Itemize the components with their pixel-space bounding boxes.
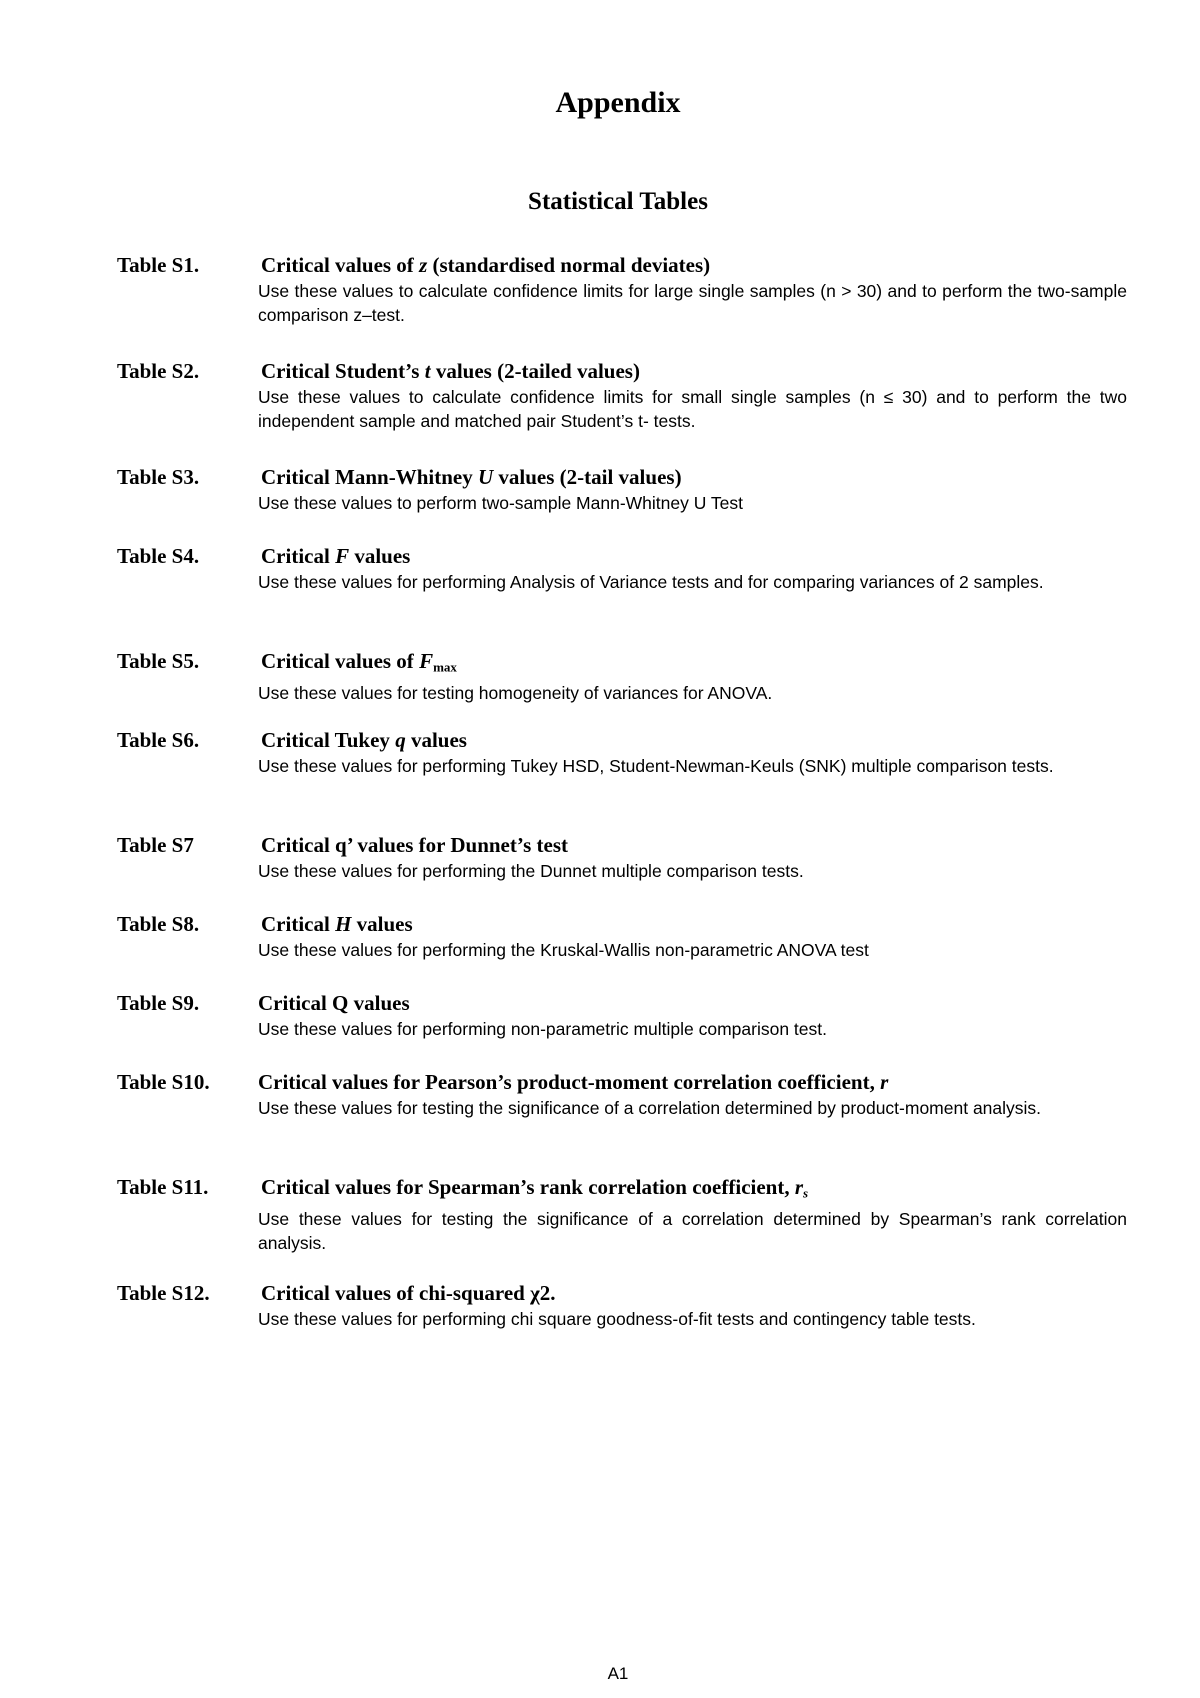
table-description: Use these values for performing non-parametric multiple comparison test. bbox=[258, 1019, 827, 1039]
table-description: Use these values to calculate confidence limits for small single samples (n ≤ 30) and to perform the two independent sample and matched pair Student’s t- tests. bbox=[258, 387, 1127, 431]
table-entry-body bbox=[258, 1280, 1127, 1331]
table-entry-body bbox=[258, 252, 1127, 327]
table-entry-body bbox=[258, 543, 1127, 594]
table-label: Table S9. bbox=[117, 991, 200, 1015]
table-heading bbox=[258, 358, 1127, 384]
table-description: Use these values to calculate confidence limits for large single samples (n > 30) and to perform the two-sample comparison z–test. bbox=[258, 281, 1127, 325]
table-heading bbox=[258, 1069, 1127, 1095]
table-description: Use these values for testing the significance of a correlation determined by Spearman’s rank correlation analysis. bbox=[258, 1209, 1127, 1254]
heading-text: Critical Q values bbox=[258, 991, 410, 1015]
table-label: Table S4. bbox=[117, 544, 200, 568]
table-description: Use these values for performing the Kruskal-Wallis non-parametric ANOVA test bbox=[258, 940, 869, 960]
page-number: A1 bbox=[607, 1664, 629, 1683]
heading-text: Critical bbox=[261, 912, 336, 936]
table-heading bbox=[258, 990, 1127, 1016]
table-heading bbox=[258, 832, 1127, 858]
table-label: Table S1. bbox=[117, 253, 200, 277]
heading-symbol: F bbox=[419, 649, 434, 673]
heading-text: Critical values for Spearman’s rank correlation coefficient, bbox=[261, 1175, 795, 1199]
heading-symbol: U bbox=[477, 465, 494, 489]
heading-text: Critical bbox=[261, 544, 336, 568]
table-label: Table S10. bbox=[117, 1070, 210, 1094]
heading-subscript: s bbox=[803, 1185, 809, 1201]
table-description: Use these values for performing Tukey HSD, Student-Newman-Keuls (SNK) multiple comparison tests. bbox=[258, 756, 1054, 776]
heading-text: Critical values of chi-squared χ2. bbox=[261, 1281, 556, 1305]
table-entry-body bbox=[258, 358, 1127, 433]
heading-symbol: q bbox=[395, 728, 406, 752]
table-heading bbox=[258, 543, 1127, 569]
table-entry-body bbox=[258, 464, 1127, 515]
table-description: Use these values for performing chi square goodness-of-fit tests and contingency table tests. bbox=[258, 1309, 976, 1329]
table-description: Use these values for performing Analysis of Variance tests and for comparing variances of 2 samples. bbox=[258, 572, 1044, 592]
heading-symbol: r bbox=[794, 1175, 804, 1199]
heading-text: Critical values of bbox=[261, 649, 420, 673]
heading-text-end: (standardised normal deviates) bbox=[427, 253, 711, 277]
table-label: Table S11. bbox=[117, 1175, 209, 1199]
heading-subscript: max bbox=[433, 659, 457, 675]
heading-text: Critical values for Pearson’s product-moment correlation coefficient, bbox=[258, 1070, 881, 1094]
heading-text-end: values (2-tailed values) bbox=[430, 359, 640, 383]
table-label: Table S12. bbox=[117, 1281, 210, 1305]
heading-symbol: r bbox=[880, 1070, 889, 1094]
table-entry-body bbox=[258, 911, 1127, 962]
table-description: Use these values for testing homogeneity of variances for ANOVA. bbox=[258, 683, 773, 704]
table-label: Table S3. bbox=[117, 465, 200, 489]
heading-symbol: z bbox=[419, 253, 428, 277]
table-heading bbox=[258, 1174, 1127, 1206]
heading-text: Critical Mann-Whitney bbox=[261, 465, 478, 489]
table-label: Table S2. bbox=[117, 359, 200, 383]
heading-symbol: F bbox=[335, 544, 350, 568]
table-heading bbox=[258, 911, 1127, 937]
table-heading bbox=[258, 464, 1127, 490]
heading-text-end: values (2-tail values) bbox=[493, 465, 682, 489]
table-label: Table S8. bbox=[117, 912, 200, 936]
table-description: Use these values to perform two-sample Mann-Whitney U Test bbox=[258, 493, 744, 513]
table-entry-body bbox=[258, 1069, 1127, 1120]
heading-text: Critical Student’s bbox=[261, 359, 425, 383]
heading-text-end: values bbox=[405, 728, 467, 752]
table-label: Table S5. bbox=[117, 649, 200, 673]
heading-text: Critical values of bbox=[261, 253, 420, 277]
table-entry-body bbox=[258, 990, 1127, 1041]
page-subtitle: Statistical Tables bbox=[528, 188, 708, 215]
heading-text-end: values bbox=[351, 912, 413, 936]
heading-symbol: t bbox=[424, 359, 431, 383]
table-entry-body bbox=[258, 727, 1127, 778]
table-entry-body bbox=[258, 832, 1127, 883]
table-entry-body bbox=[258, 648, 1127, 705]
table-label: Table S7 bbox=[117, 833, 194, 857]
table-description: Use these values for performing the Dunnet multiple comparison tests. bbox=[258, 861, 804, 881]
heading-text: Critical Tukey bbox=[261, 728, 396, 752]
table-heading bbox=[258, 648, 1127, 680]
table-label: Table S6. bbox=[117, 728, 200, 752]
table-description: Use these values for testing the significance of a correlation determined by product-moment analysis. bbox=[258, 1098, 1042, 1118]
heading-text-end: values bbox=[349, 544, 411, 568]
table-entry-body bbox=[258, 1174, 1127, 1255]
heading-text: Critical q’ values for Dunnet’s test bbox=[261, 833, 568, 857]
table-heading bbox=[258, 252, 1127, 278]
heading-symbol: H bbox=[335, 912, 352, 936]
table-heading bbox=[258, 1280, 1127, 1306]
table-heading bbox=[258, 727, 1127, 753]
page-title: Appendix bbox=[555, 86, 681, 119]
